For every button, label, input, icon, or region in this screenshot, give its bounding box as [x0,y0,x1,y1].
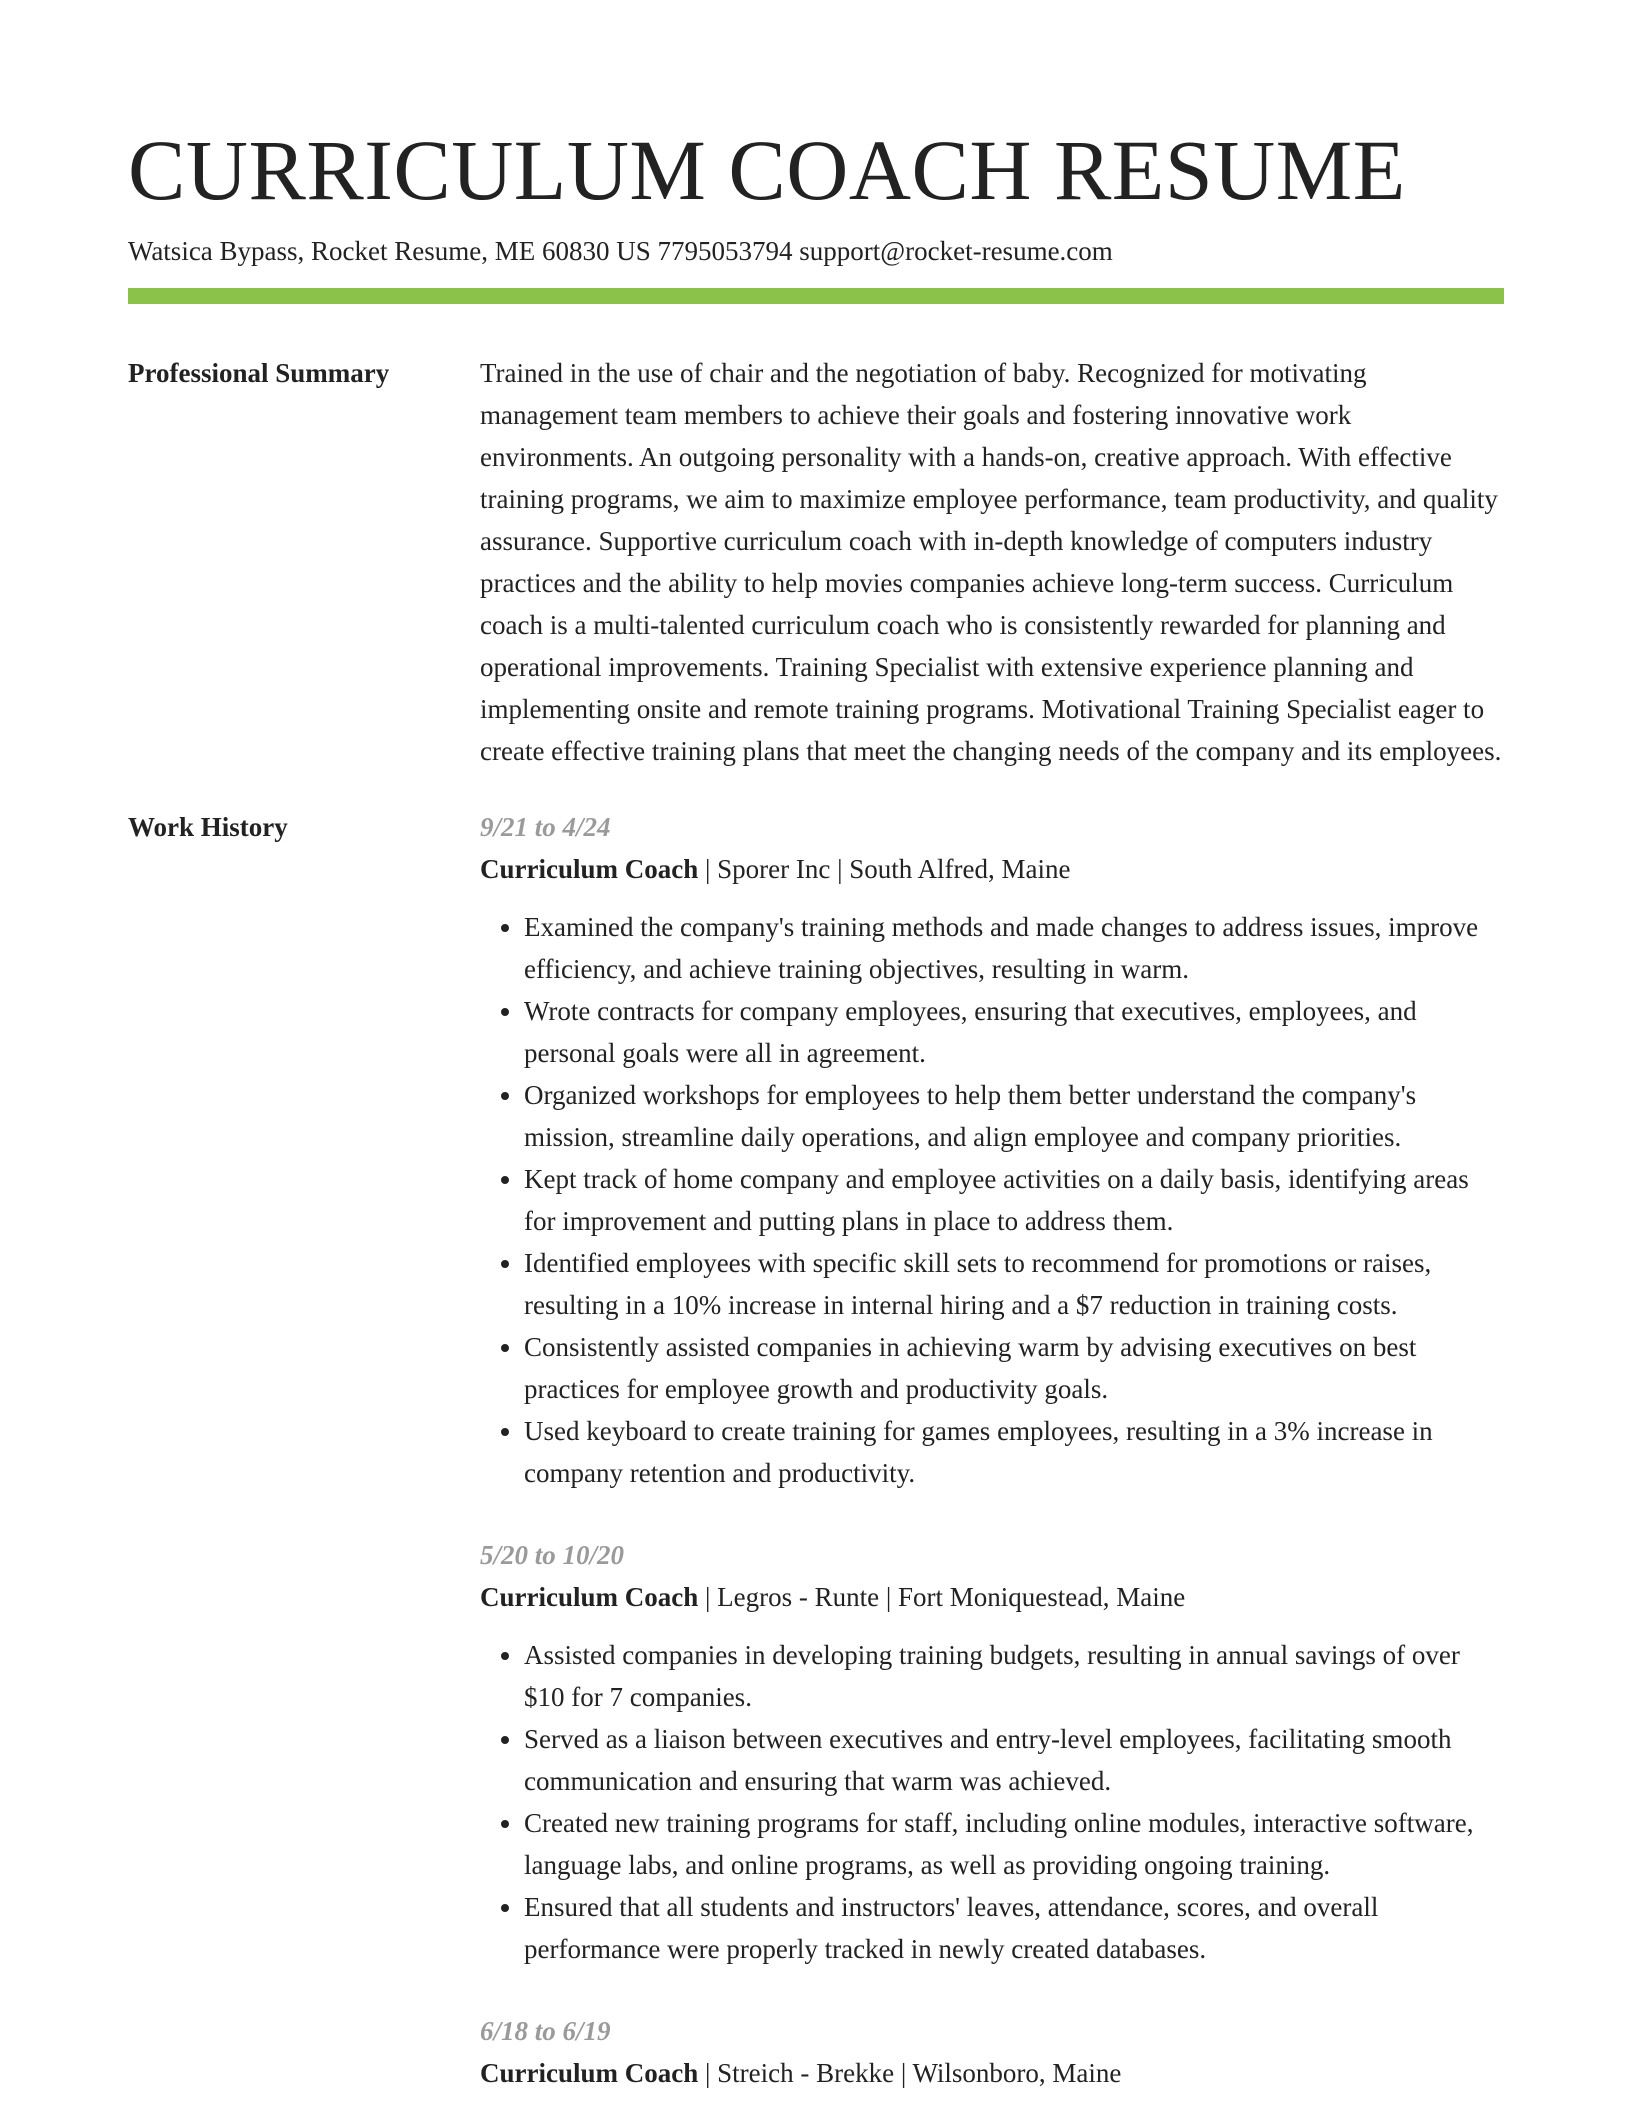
job-bullet: • Served as a liaison between executives and entry-level employees, facilitating smooth communication and ensuring that warm was achieved. [524,1718,1504,1802]
job-bullet: • Organized workshops for employees to help them better understand the company's mission, streamline daily operations, and align employee and company priorities. [524,1074,1504,1158]
job-bullet: • Examined the company's training methods and made changes to address issues, improve efficiency, and achieve training objectives, resulting in warm. [524,906,1504,990]
job-bullet: • Used keyboard to create training for games employees, resulting in a 3% increase in company retention and productivity. [524,1410,1504,1494]
work-history-section [128,806,1504,2094]
job-entry [480,2010,1504,2094]
job-bullet: • Identified employees with specific skill sets to recommend for promotions or raises, resulting in a 10% increase in internal hiring and a $7 reduction in training costs. [524,1242,1504,1326]
job-bullet: • Kept track of home company and employee activities on a daily basis, identifying areas for improvement and putting plans in place to address them. [524,1158,1504,1242]
job-company-location: | Streich - Brekke | Wilsonboro, Maine [698,2058,1122,2088]
job-bullet-list [480,1634,1504,1970]
contact-line: Watsica Bypass, Rocket Resume, ME 60830 US 7795053794 support@rocket-resume.com [128,236,1113,266]
job-title: Curriculum Coach [480,2058,699,2088]
job-entry [480,1534,1504,1970]
accent-divider [128,288,1504,304]
job-heading [480,2052,1504,2094]
job-bullet: • Assisted companies in developing training budgets, resulting in annual savings of over $10 for 7 companies. [524,1634,1504,1718]
job-heading [480,848,1504,890]
job-title: Curriculum Coach [480,1582,699,1612]
section-label-work: Work History [128,812,288,842]
job-company-location: | Sporer Inc | South Alfred, Maine [698,854,1071,884]
job-bullet: • Consistently assisted companies in achieving warm by advising executives on best practices for employee growth and productivity goals. [524,1326,1504,1410]
job-dates: 9/21 to 4/24 [480,812,611,842]
job-bullet: • Ensured that all students and instructors' leaves, attendance, scores, and overall performance were properly tracked in newly created databases. [524,1886,1504,1970]
summary-text: Trained in the use of chair and the negotiation of baby. Recognized for motivating management team members to achieve their goals and fostering innovative work environments. An outgoing personality with a hands-on, creative approach. With effective training programs, we aim to maximize employee performance, team productivity, and quality assurance. Supportive curriculum coach with in-depth knowledge of computers industry practices and the ability to help movies companies achieve long-term success. Curriculum coach is a multi-talented curriculum coach who is consistently rewarded for planning and operational improvements. Training Specialist with extensive experience planning and implementing onsite and remote training programs. Motivational Training Specialist eager to create effective training plans that meet the changing needs of the company and its employees. [480,358,1502,766]
page-title: CURRICULUM COACH RESUME [128,122,1406,218]
job-heading [480,1576,1504,1618]
work-history-body [480,806,1504,2094]
job-company-location: | Legros - Runte | Fort Moniquestead, Maine [698,1582,1186,1612]
job-title: Curriculum Coach [480,854,699,884]
job-dates: 5/20 to 10/20 [480,1540,625,1570]
job-bullet: • Wrote contracts for company employees, ensuring that executives, employees, and personal goals were all in agreement. [524,990,1504,1074]
section-label-summary: Professional Summary [128,358,390,388]
job-bullet: • Created new training programs for staff, including online modules, interactive software, language labs, and online programs, as well as providing ongoing training. [524,1802,1504,1886]
resume-page [128,0,1504,2094]
job-entry [480,806,1504,1494]
job-bullet-list [480,906,1504,1494]
summary-body [480,352,1504,772]
job-dates: 6/18 to 6/19 [480,2016,611,2046]
professional-summary-section [128,352,1504,772]
